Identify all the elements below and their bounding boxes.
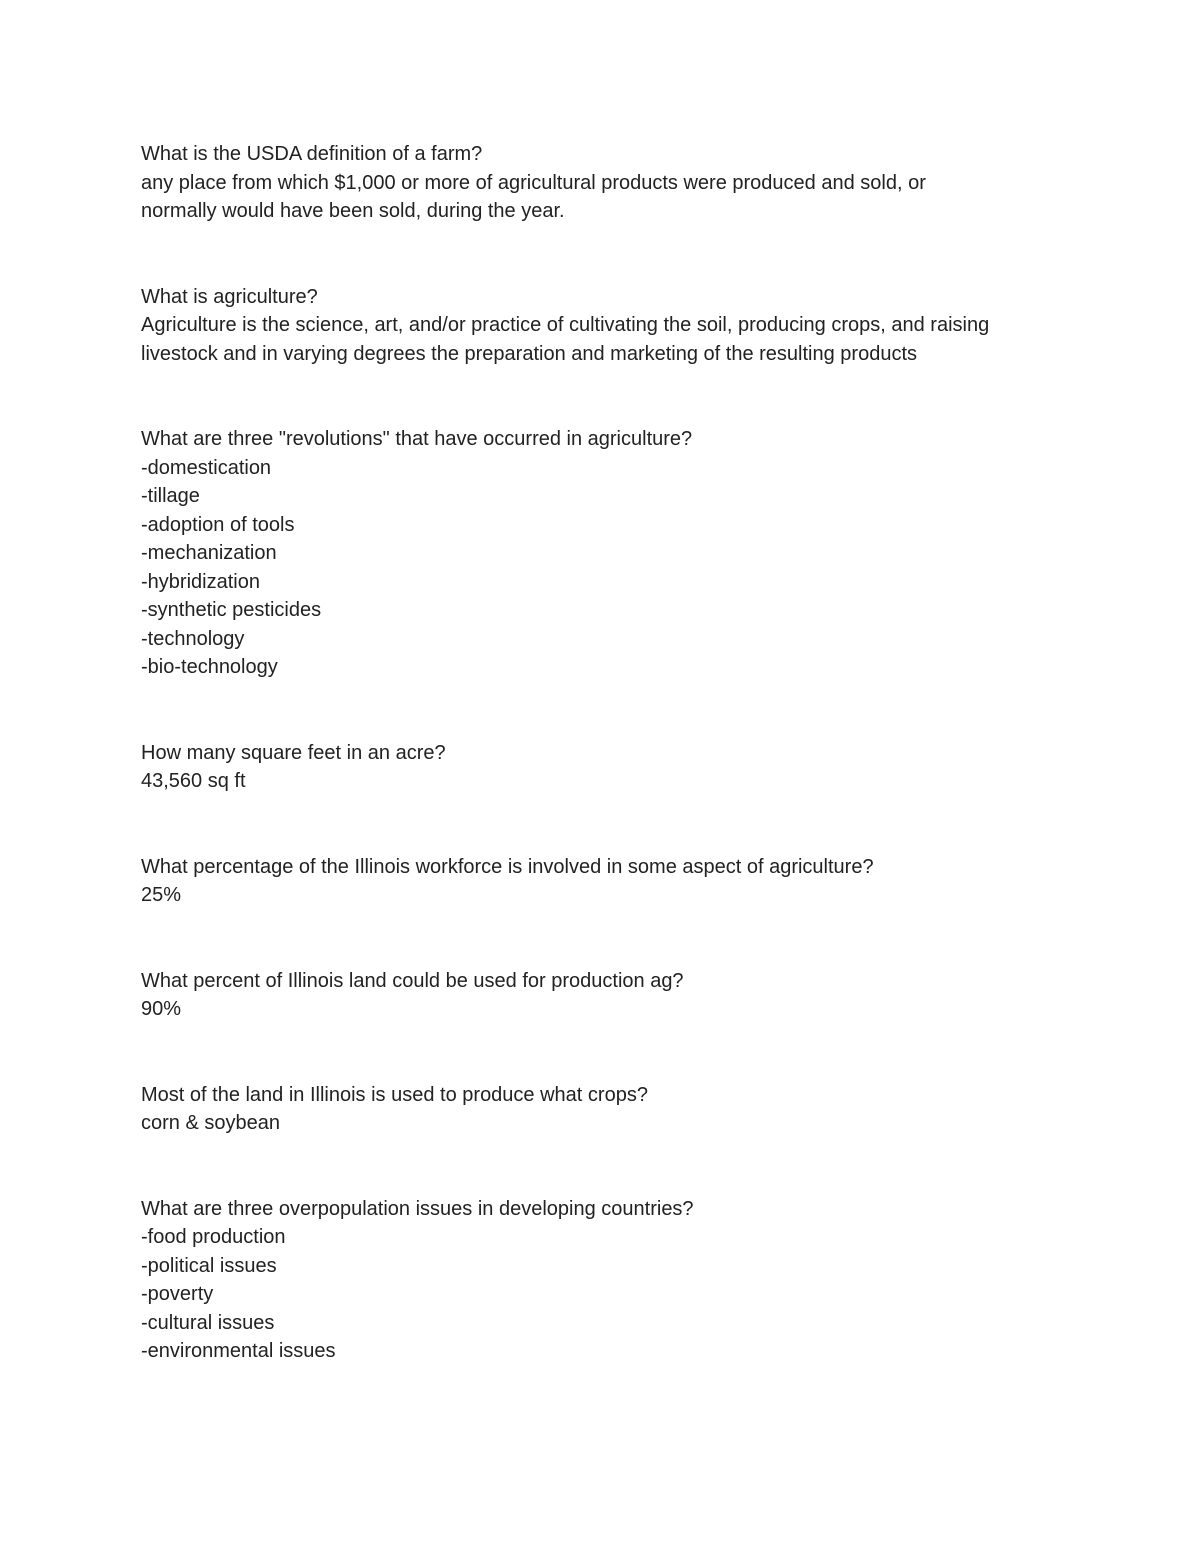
answer-line: livestock and in varying degrees the preparation and marketing of the resulting products <box>141 342 918 365</box>
answer-line: corn & soybean <box>141 1112 280 1134</box>
question-text: What is agriculture? <box>141 285 318 308</box>
answer-line: any place from which $1,000 or more of agricultural products were produced and sold, or <box>141 171 926 194</box>
answer-line: -poverty <box>141 1283 214 1305</box>
question-text: Most of the land in Illinois is used to produce what crops? <box>141 1083 648 1106</box>
qa-block-revolutions <box>141 425 1081 682</box>
qa-block-farm-definition <box>141 140 1081 226</box>
answer-line: -adoption of tools <box>141 513 295 536</box>
answer-line: -technology <box>141 627 245 650</box>
answer-line: -cultural issues <box>141 1311 275 1334</box>
answer-line: 25% <box>141 884 182 906</box>
question-text: What percentage of the Illinois workforce is involved in some aspect of agriculture? <box>141 855 874 878</box>
answer-line: normally would have been sold, during the year. <box>141 200 565 222</box>
answer-line: -political issues <box>141 1254 277 1277</box>
qa-block-workforce <box>141 853 1081 910</box>
answer-line: 90% <box>141 998 182 1020</box>
answer-line: -hybridization <box>141 570 260 593</box>
qa-block-overpopulation <box>141 1195 1081 1366</box>
question-text: What is the USDA definition of a farm? <box>141 143 483 165</box>
answer-line: Agriculture is the science, art, and/or practice of cultivating the soil, producing crops, and raising <box>141 314 990 336</box>
answer-line: -tillage <box>141 485 200 507</box>
answer-line: -environmental issues <box>141 1340 336 1362</box>
qa-block-land-percent <box>141 967 1081 1024</box>
answer-line: 43,560 sq ft <box>141 770 246 792</box>
answer-line: -mechanization <box>141 542 277 564</box>
qa-block-acre <box>141 739 1081 796</box>
answer-line: -domestication <box>141 456 272 479</box>
question-text: What percent of Illinois land could be used for production ag? <box>141 969 684 992</box>
qa-block-agriculture <box>141 283 1081 369</box>
answer-line: -food production <box>141 1226 286 1248</box>
question-text: What are three overpopulation issues in developing countries? <box>141 1197 694 1220</box>
question-text: How many square feet in an acre? <box>141 741 446 764</box>
qa-block-crops <box>141 1081 1081 1138</box>
question-text: What are three "revolutions" that have occurred in agriculture? <box>141 428 693 450</box>
answer-line: -bio-technology <box>141 656 278 678</box>
document-page <box>141 140 1081 1423</box>
answer-line: -synthetic pesticides <box>141 599 322 621</box>
